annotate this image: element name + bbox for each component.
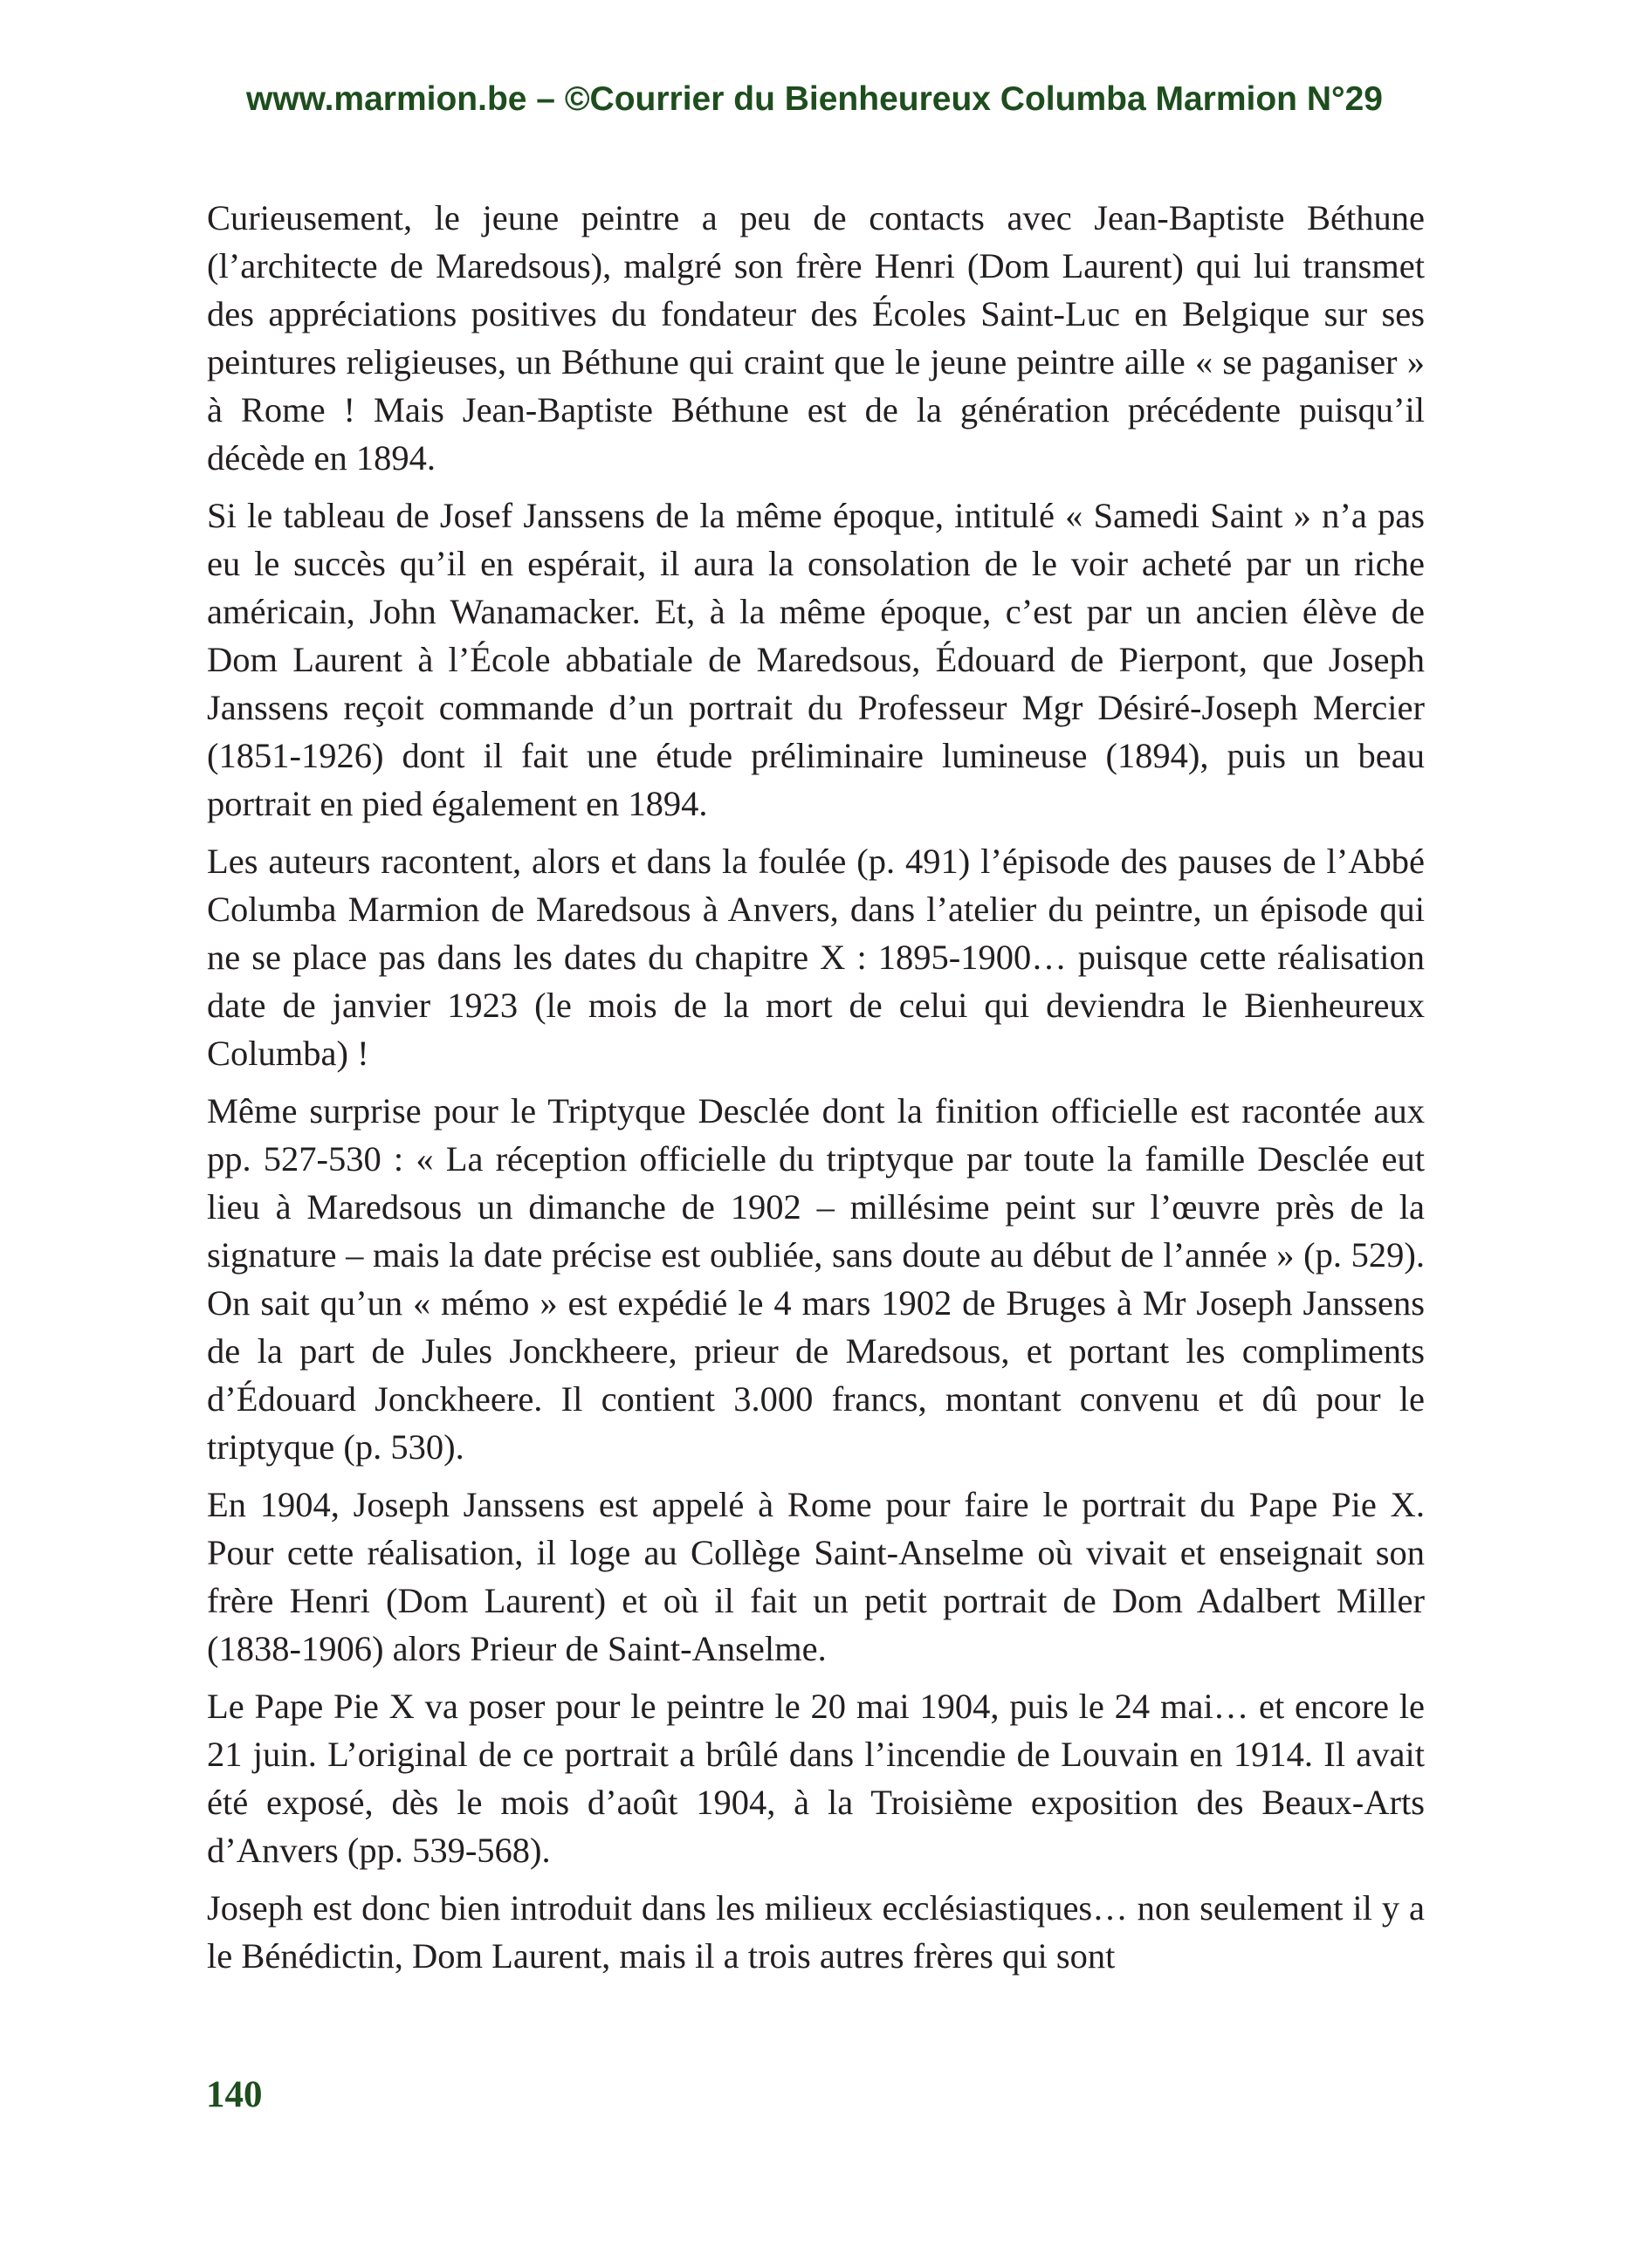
running-header: www.marmion.be – ©Courrier du Bienheureux Columba Marmion N°29	[246, 80, 1383, 118]
paragraph-7: Joseph est donc bien introduit dans les milieux ecclésiastiques… non seulement il y a le Bénédictin, Dom Laurent, mais il a trois autres frères qui sont	[207, 1888, 1425, 1976]
paragraph-5: En 1904, Joseph Janssens est appelé à Rome pour faire le portrait du Pape Pie X. Pour cette réalisation, il loge au Collège Saint-Anselme où vivait et enseignait son frère Henri (Dom Laurent) et où il fait un petit portrait de Dom Adalbert Miller (1838-1906) alors Prieur de Saint-Anselme.	[207, 1485, 1425, 1668]
paragraph-1: Curieusement, le jeune peintre a peu de contacts avec Jean-Baptiste Béthune (l’architecte de Maredsous), malgré son frère Henri (Dom Laurent) qui lui transmet des appréciations positives du fondateur des Écoles Saint-Luc en Belgique sur ses peintures religieuses, un Béthune qui craint que le jeune peintre aille « se paganiser » à Rome ! Mais Jean-Baptiste Béthune est de la génération précédente puisqu’il décède en 1894.	[207, 198, 1425, 478]
paragraph-4: Même surprise pour le Triptyque Desclée dont la finition officielle est racontée aux pp. 527-530 : « La réception officielle du triptyque par toute la famille Desclée eut lieu à Maredsous un dimanche de 1902 – millésime peint sur l’œuvre près de la signature – mais la date précise est oubliée, sans doute au début de l’année » (p. 529). On sait qu’un « mémo » est expédié le 4 mars 1902 de Bruges à Mr Joseph Janssens de la part de Jules Jonckheere, prieur de Maredsous, et portant les compliments d’Édouard Jonckheere. Il contient 3.000 francs, montant convenu et dû pour le triptyque (p. 530).	[207, 1091, 1425, 1467]
article-body	[207, 194, 1425, 1990]
paragraph-3: Les auteurs racontent, alors et dans la foulée (p. 491) l’épisode des pauses de l’Abbé Columba Marmion de Maredsous à Anvers, dans l’atelier du peintre, un épisode qui ne se place pas dans les dates du chapitre X : 1895-1900… puisque cette réalisation date de janvier 1923 (le mois de la mort de celui qui deviendra le Bienheureux Columba) !	[207, 842, 1425, 1073]
paragraph-2: Si le tableau de Josef Janssens de la même époque, intitulé « Samedi Saint » n’a pas eu le succès qu’il en espérait, il aura la consolation de le voir acheté par un riche américain, John Wanamacker. Et, à la même époque, c’est par un ancien élève de Dom Laurent à l’École abbatiale de Maredsous, Édouard de Pierpont, que Joseph Janssens reçoit commande d’un portrait du Professeur Mgr Désiré-Joseph Mercier (1851-1926) dont il fait une étude préliminaire lumineuse (1894), puis un beau portrait en pied également en 1894.	[207, 496, 1425, 823]
paragraph-6: Le Pape Pie X va poser pour le peintre le 20 mai 1904, puis le 24 mai… et encore le 21 juin. L’original de ce portrait a brûlé dans l’incendie de Louvain en 1914. Il avait été exposé, dès le mois d’août 1904, à la Troisième exposition des Beaux-Arts d’Anvers (pp. 539-568).	[207, 1687, 1425, 1870]
page-number: 140	[206, 2074, 263, 2115]
